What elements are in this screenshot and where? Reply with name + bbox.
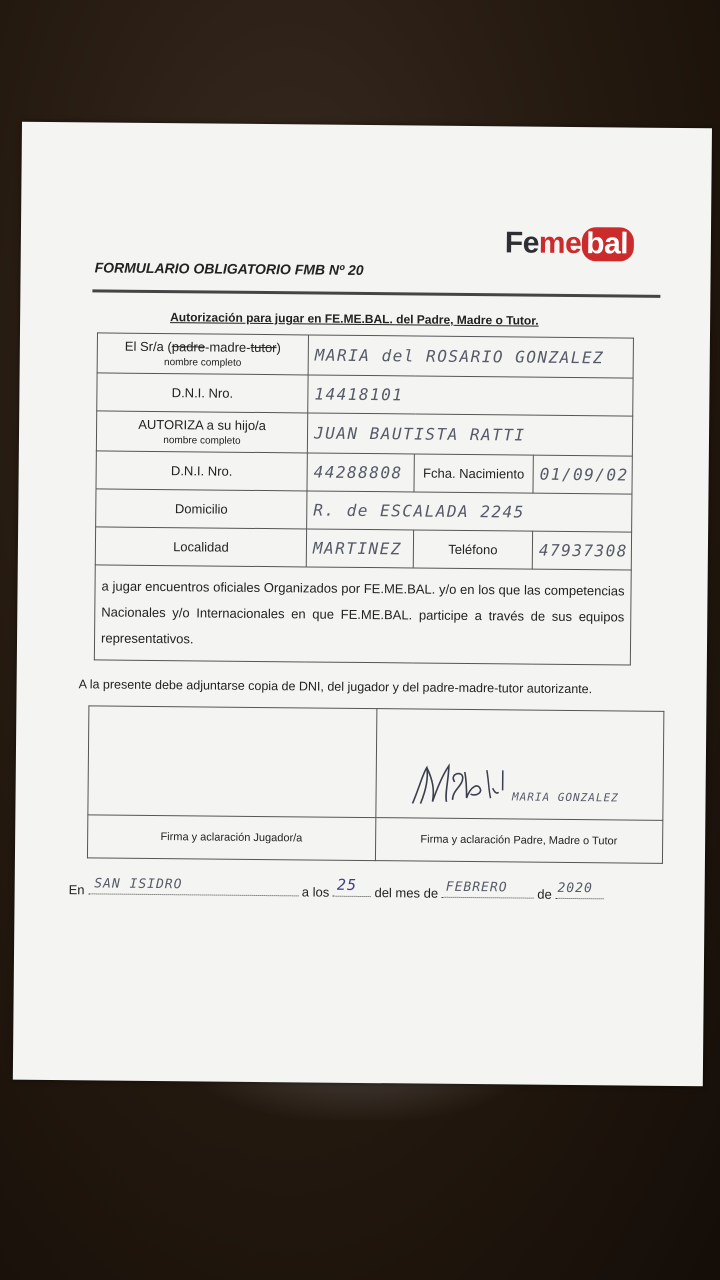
date-place-line (68, 875, 604, 902)
form-sheet (13, 122, 712, 1087)
guardian-name-label: El Sr/a (padre-madre-tutor) nombre completo (97, 333, 308, 375)
authorization-text: a jugar encuentros oficiales Organizados por FE.ME.BAL. y/o en los que las competencias Nacionales y/o Internacionales en que FE.ME.BAL. participe a través de sus equipos representativos. (94, 565, 631, 665)
de-label: de (537, 886, 552, 902)
address-field[interactable]: R. de ESCALADA 2245 (307, 491, 632, 532)
guardian-clarification: MARIA GONZALEZ (511, 790, 619, 805)
signature-table (87, 705, 664, 864)
guardian-name-field[interactable]: MARIA del ROSARIO GONZALEZ (308, 335, 633, 378)
player-signature-box[interactable] (88, 706, 377, 818)
city-field[interactable]: MARTINEZ (306, 529, 413, 568)
child-name-field[interactable]: JUAN BAUTISTA RATTI (307, 413, 632, 456)
child-dni-label: D.N.I. Nro. (96, 451, 307, 491)
guardian-dni-field[interactable]: 14418101 (308, 375, 633, 416)
authorization-table (94, 332, 634, 665)
day-field[interactable]: 25 (333, 886, 371, 897)
title-divider (92, 289, 660, 297)
city-label: Localidad (95, 527, 306, 567)
phone-label: Teléfono (413, 530, 532, 569)
a-los-label: a los (301, 884, 330, 900)
year-field[interactable]: 2020 (555, 888, 603, 899)
place-field[interactable]: SAN ISIDRO (88, 883, 298, 896)
month-field[interactable]: FEBRERO (442, 887, 534, 899)
form-title: FORMULARIO OBLIGATORIO FMB Nº 20 (94, 259, 364, 278)
en-label: En (68, 882, 85, 898)
guardian-signature-box[interactable] (375, 709, 664, 821)
birth-date-label: Fcha. Nacimiento (414, 454, 533, 493)
form-subtitle: Autorización para jugar en FE.ME.BAL. del Padre, Madre o Tutor. (170, 310, 539, 328)
guardian-dni-label: D.N.I. Nro. (97, 373, 308, 413)
femebal-logo: Feme bal (505, 226, 635, 261)
attachment-note: A la presente debe adjuntarse copia de DNI, del jugador y del padre-madre-tutor autorizante. (78, 677, 593, 697)
guardian-signature-caption: Firma y aclaración Padre, Madre o Tutor (375, 818, 663, 864)
del-mes-label: del mes de (374, 885, 439, 901)
address-label: Domicilio (96, 489, 307, 529)
phone-field[interactable]: 47937308 (532, 531, 631, 570)
player-signature-caption: Firma y aclaración Jugador/a (87, 815, 375, 861)
child-name-label: AUTORIZA a su hijo/a nombre completo (96, 411, 307, 453)
child-dni-field[interactable]: 44288808 (307, 453, 414, 492)
handwritten-signature (408, 759, 518, 810)
birth-date-field[interactable]: 01/09/02 (533, 455, 632, 494)
